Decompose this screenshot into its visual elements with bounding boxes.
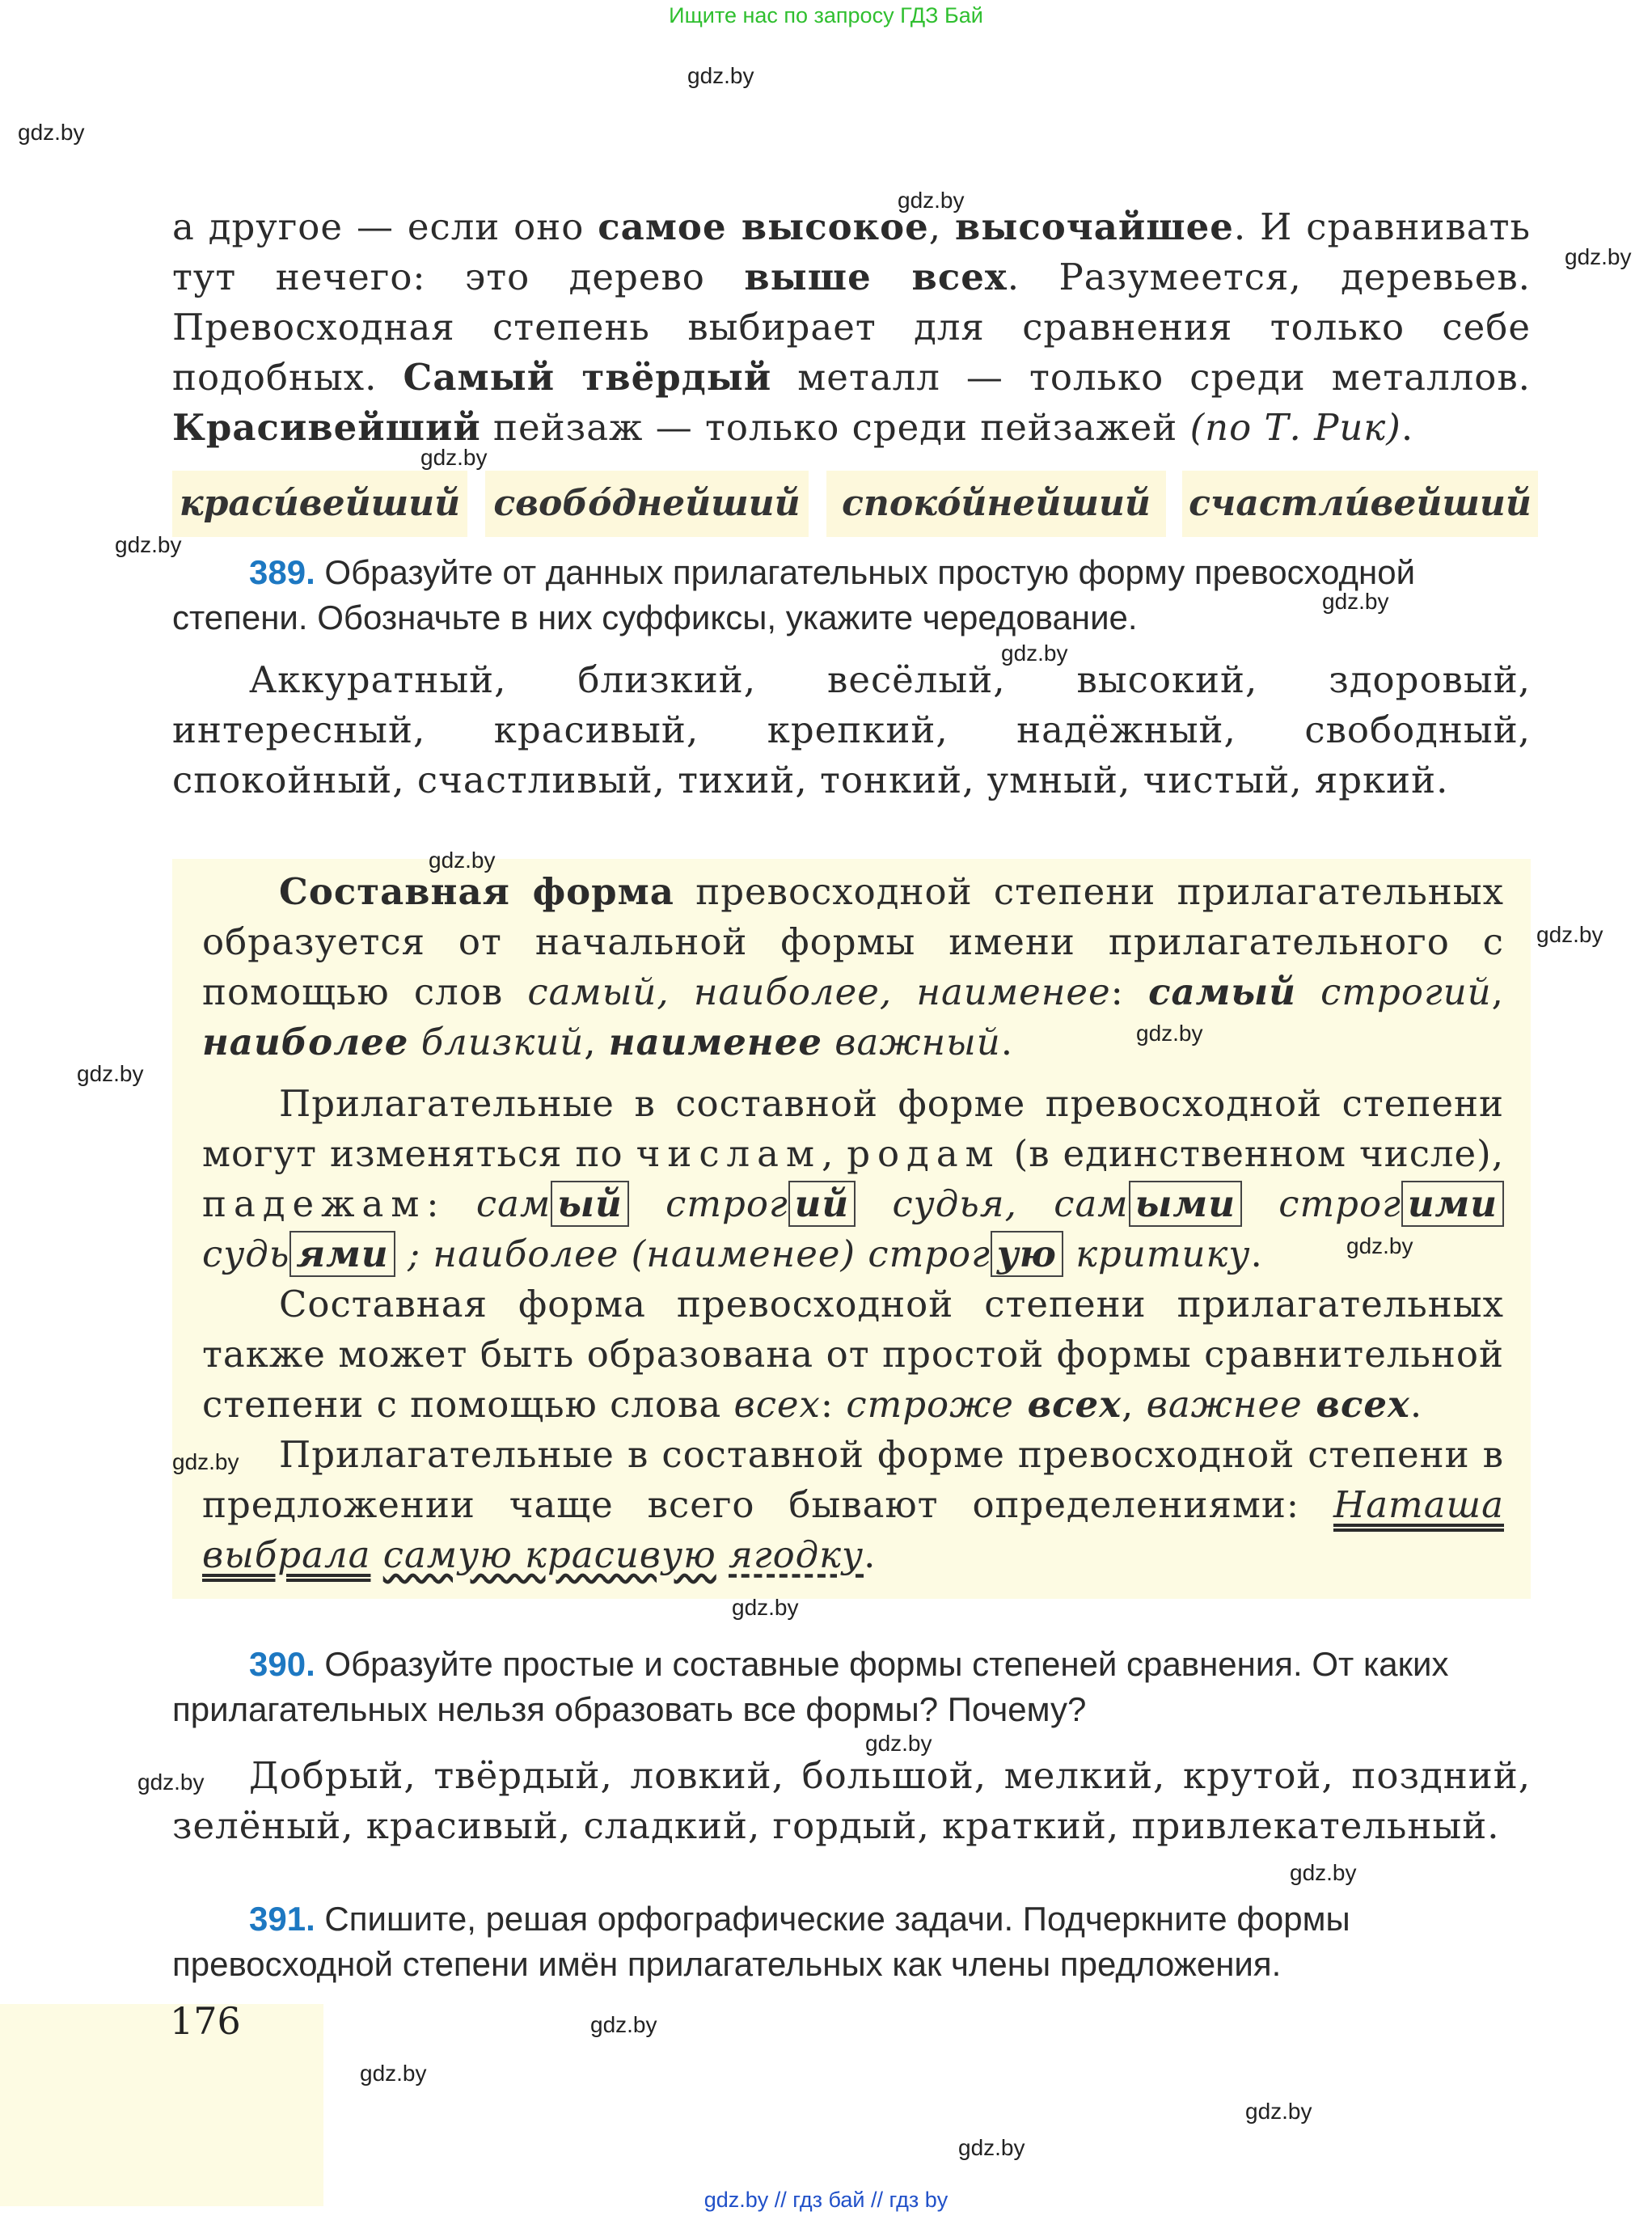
exercise-390-words: Добрый, твёрдый, ловкий, большой, мелкий, крутой, поздний, зелёный, красивый, сладкий, гордый, краткий, привлекательный. [172, 1754, 1531, 1847]
watermark: gdz.by [898, 188, 965, 213]
watermark: gdz.by [865, 1731, 932, 1756]
watermark: gdz.by [1245, 2099, 1312, 2124]
watermark: gdz.by [115, 532, 182, 557]
word-chip: свобо́днейший [485, 471, 809, 537]
exercise-390-task: 390. Образуйте простые и составные формы степеней сравнения. От каких прилагательных нельзя образовать все формы? Почему? [172, 1645, 1449, 1728]
ending-box: ими [1401, 1181, 1504, 1227]
watermark: gdz.by [137, 1769, 205, 1795]
word-chip: краси́вейший [172, 471, 467, 537]
ending-box: ую [991, 1231, 1063, 1277]
page-number: 176 [170, 1999, 241, 2043]
watermark: gdz.by [590, 2012, 657, 2037]
word-chip: споко́йнейший [826, 471, 1166, 537]
exercise-number: 390. [249, 1645, 315, 1683]
page-number-box [0, 2004, 323, 2206]
watermark: gdz.by [360, 2061, 427, 2086]
subject-predicate-underline: Наташа выбрала [202, 1483, 1504, 1576]
watermark: gdz.by [18, 120, 85, 145]
exercise-391-task: 391. Спишите, решая орфографические задачи. Подчеркните формы превосходной степени имён прилагательных как члены предложения. [172, 1900, 1350, 1983]
exercise-number: 391. [249, 1900, 315, 1938]
watermark: gdz.by [958, 2135, 1025, 2160]
exercise-number: 389. [249, 553, 315, 591]
watermark: gdz.by [429, 848, 496, 873]
object-underline: ягодку [729, 1533, 864, 1576]
watermark: gdz.by [1136, 1021, 1203, 1046]
watermark: gdz.by [1322, 589, 1389, 614]
ending-box: ый [551, 1181, 629, 1227]
watermark: gdz.by [1001, 641, 1068, 666]
exercise-389-words: Аккуратный, близкий, весёлый, высокий, здоровый, интересный, красивый, крепкий, надёжный, свободный, спокойный, счастливый, тихий, тонкий, умный, чистый, яркий. [172, 658, 1531, 801]
rule-text: Составная форма превосходной степени прилагательных образуется от начальной формы имени прилагательного с помощью слов самый, наиболее, наименее: самый строгий, наиболее близкий, наименее важный. Прилагательные в составной форме превосходной степени могут изменяться по числам, родам (в единственном числе), падежам: сам ый строг ий судья, сам ыми строг ими судь ями ; наиболее (наименее) строг ую критику. Составная форма превосходной степени прилагательных также может быть образована от простой формы сравнительной степени с помощью слова всех: строже всех, важнее всех. Прилагательные в составной форме превосходной степени в предложении чаще всего бывают определениями: Наташа выбрала самую красивую ягодку. [202, 870, 1504, 1576]
top-banner: Ищите нас по запросу ГДЗ Бай [669, 3, 983, 27]
exercise-389-task: 389. Образуйте от данных прилагательных простую форму превосходной степени. Обозначьте в них суффиксы, укажите чередование. [172, 553, 1416, 636]
watermark: gdz.by [172, 1449, 239, 1474]
intro-paragraph: а другое — если оно самое высокое, высочайшее. И сравнивать тут нечего: это дерево выше всех. Разумеется, деревьев. Превосходная степень выбирает для сравнения только себе подобных. Самый твёрдый металл — только среди металлов. Красивейший пейзаж — только среди пейзажей (по Т. Рик). [172, 205, 1531, 449]
attribute-underline: самую красивую [382, 1533, 716, 1576]
watermark: gdz.by [1536, 922, 1603, 947]
ending-box: ий [788, 1181, 856, 1227]
ending-box: ями [289, 1231, 395, 1277]
watermark: gdz.by [687, 63, 754, 88]
watermark: gdz.by [1565, 244, 1632, 269]
word-chip: счастли́вейший [1182, 471, 1538, 537]
ending-box: ыми [1129, 1181, 1242, 1227]
watermark: gdz.by [1346, 1233, 1413, 1258]
watermark: gdz.by [1290, 1860, 1357, 1885]
footer-links: gdz.by // гдз бай // гдз by [703, 2188, 949, 2212]
watermark: gdz.by [420, 445, 488, 470]
watermark: gdz.by [732, 1595, 799, 1620]
watermark: gdz.by [77, 1061, 144, 1086]
